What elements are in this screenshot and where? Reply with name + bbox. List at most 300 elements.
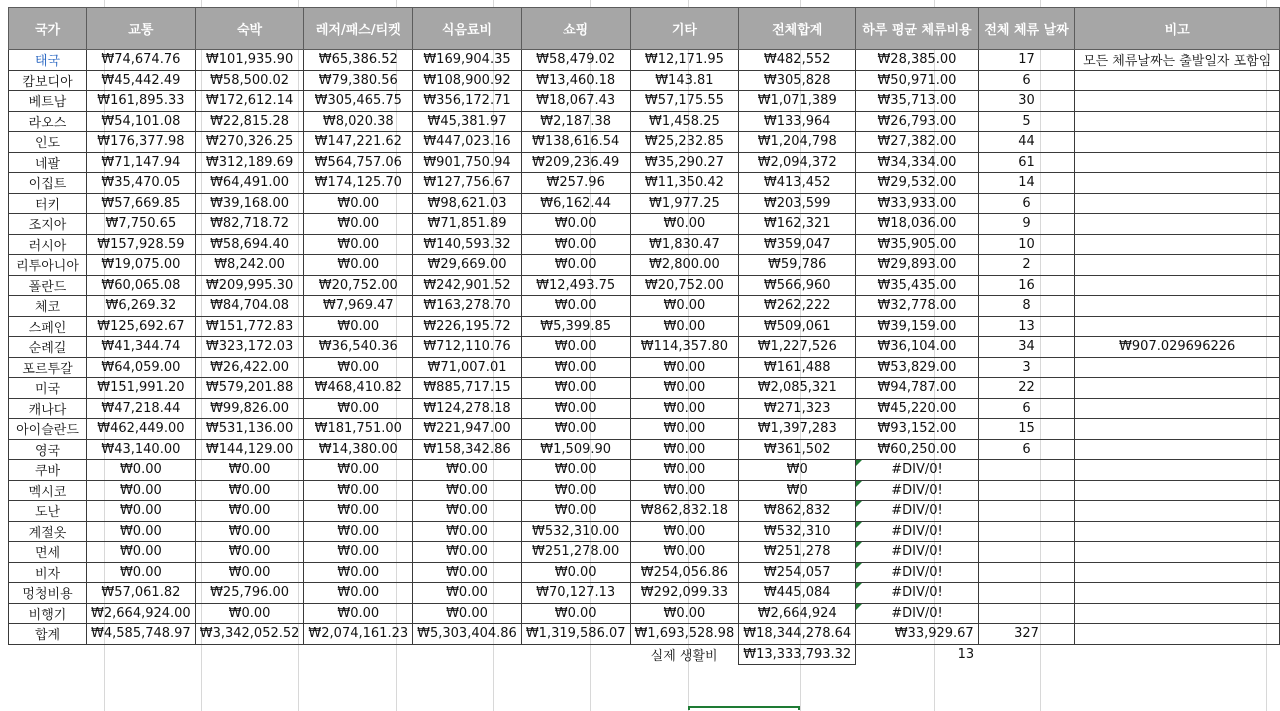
note-cell[interactable]	[1075, 542, 1280, 563]
value-cell-food[interactable]: ₩712,110.76	[413, 337, 522, 358]
value-cell-total[interactable]: ₩0	[739, 480, 856, 501]
value-cell-lodging[interactable]: ₩39,168.00	[195, 193, 304, 214]
value-cell-leisure[interactable]: ₩7,969.47	[304, 296, 413, 317]
value-cell-daily-average[interactable]: #DIV/0!	[856, 562, 979, 583]
value-cell-daily-average[interactable]: ₩29,532.00	[856, 173, 979, 194]
value-cell-leisure[interactable]: ₩0.00	[304, 542, 413, 563]
value-cell-total[interactable]: ₩445,084	[739, 583, 856, 604]
value-cell-transport[interactable]: ₩0.00	[87, 521, 196, 542]
value-cell-shopping[interactable]: ₩0.00	[521, 234, 630, 255]
value-cell-food[interactable]: ₩45,381.97	[413, 111, 522, 132]
empty-cell[interactable]	[521, 644, 630, 665]
note-cell[interactable]: ₩907.029696226	[1075, 337, 1280, 358]
value-cell-leisure[interactable]: ₩0.00	[304, 521, 413, 542]
value-cell-shopping[interactable]: ₩0.00	[521, 480, 630, 501]
note-cell[interactable]	[1075, 296, 1280, 317]
value-cell-daily-average[interactable]: ₩35,905.00	[856, 234, 979, 255]
empty-cell[interactable]	[195, 685, 304, 706]
value-cell-transport[interactable]: ₩7,750.65	[87, 214, 196, 235]
living-cost-label[interactable]: 실제 생활비	[650, 649, 718, 664]
value-cell-leisure[interactable]: ₩0.00	[304, 562, 413, 583]
column-header-shopping[interactable]: 쇼핑	[521, 8, 630, 50]
country-cell[interactable]: 미국	[9, 378, 87, 399]
value-cell-leisure[interactable]: ₩0.00	[304, 214, 413, 235]
value-cell-days[interactable]: 14	[978, 173, 1075, 194]
empty-cell[interactable]	[195, 665, 304, 686]
total-cell-daily-average[interactable]: ₩33,929.67	[856, 624, 979, 645]
note-cell[interactable]	[1075, 562, 1280, 583]
note-cell[interactable]	[1075, 378, 1280, 399]
value-cell-lodging[interactable]: ₩0.00	[195, 542, 304, 563]
value-cell-daily-average[interactable]: #DIV/0!	[856, 480, 979, 501]
value-cell-daily-average[interactable]: #DIV/0!	[856, 521, 979, 542]
value-cell-transport[interactable]: ₩176,377.98	[87, 132, 196, 153]
value-cell-lodging[interactable]: ₩579,201.88	[195, 378, 304, 399]
value-cell-total[interactable]: ₩2,094,372	[739, 152, 856, 173]
note-cell[interactable]	[1075, 624, 1280, 645]
value-cell-transport[interactable]: ₩2,664,924.00	[87, 603, 196, 624]
value-cell-other[interactable]: ₩143.81	[630, 70, 739, 91]
value-cell-other[interactable]: ₩0.00	[630, 316, 739, 337]
value-cell-food[interactable]: ₩226,195.72	[413, 316, 522, 337]
value-cell-leisure[interactable]: ₩36,540.36	[304, 337, 413, 358]
value-cell-leisure[interactable]: ₩0.00	[304, 583, 413, 604]
country-cell[interactable]: 태국	[9, 50, 87, 71]
value-cell-days[interactable]: 13	[978, 316, 1075, 337]
value-cell-transport[interactable]: ₩60,065.08	[87, 275, 196, 296]
column-header-transport[interactable]: 교통	[87, 8, 196, 50]
note-cell[interactable]	[1075, 152, 1280, 173]
country-cell[interactable]: 스페인	[9, 316, 87, 337]
value-cell-other[interactable]: ₩0.00	[630, 521, 739, 542]
value-cell-food[interactable]: ₩158,342.86	[413, 439, 522, 460]
value-cell-total[interactable]: ₩162,321	[739, 214, 856, 235]
country-cell[interactable]: 영국	[9, 439, 87, 460]
total-cell-other[interactable]: ₩1,693,528.98	[630, 624, 739, 645]
country-cell[interactable]: 캄보디아	[9, 70, 87, 91]
value-cell-lodging[interactable]: ₩25,796.00	[195, 583, 304, 604]
value-cell-lodging[interactable]: ₩0.00	[195, 460, 304, 481]
value-cell-days[interactable]: 30	[978, 91, 1075, 112]
country-cell[interactable]: 캐나다	[9, 398, 87, 419]
value-cell-food[interactable]: ₩169,904.35	[413, 50, 522, 71]
value-cell-food[interactable]: ₩901,750.94	[413, 152, 522, 173]
column-header-leisure[interactable]: 레저/패스/티켓	[304, 8, 413, 50]
value-cell-food[interactable]: ₩108,900.92	[413, 70, 522, 91]
column-header-daily-average[interactable]: 하루 평균 체류비용	[856, 8, 979, 50]
empty-cell[interactable]	[195, 644, 304, 665]
value-cell-shopping[interactable]: ₩6,162.44	[521, 193, 630, 214]
value-cell-leisure[interactable]: ₩79,380.56	[304, 70, 413, 91]
value-cell-days[interactable]: 17	[978, 50, 1075, 71]
value-cell-daily-average[interactable]: ₩29,893.00	[856, 255, 979, 276]
value-cell-transport[interactable]: ₩151,991.20	[87, 378, 196, 399]
empty-cell[interactable]	[9, 665, 87, 686]
value-cell-shopping[interactable]: ₩138,616.54	[521, 132, 630, 153]
value-cell-food[interactable]: ₩356,172.71	[413, 91, 522, 112]
value-cell-other[interactable]: ₩1,458.25	[630, 111, 739, 132]
value-cell-food[interactable]: ₩98,621.03	[413, 193, 522, 214]
empty-cell[interactable]	[304, 644, 413, 665]
value-cell-days[interactable]: 6	[978, 193, 1075, 214]
value-cell-other[interactable]: ₩1,977.25	[630, 193, 739, 214]
value-cell-other[interactable]: ₩0.00	[630, 357, 739, 378]
value-cell-transport[interactable]: ₩35,470.05	[87, 173, 196, 194]
value-cell-total[interactable]: ₩359,047	[739, 234, 856, 255]
empty-cell[interactable]	[87, 665, 196, 686]
note-cell[interactable]	[1075, 255, 1280, 276]
value-cell-other[interactable]: ₩862,832.18	[630, 501, 739, 522]
value-cell-leisure[interactable]: ₩14,380.00	[304, 439, 413, 460]
value-cell-food[interactable]: ₩221,947.00	[413, 419, 522, 440]
value-cell-shopping[interactable]: ₩12,493.75	[521, 275, 630, 296]
country-cell[interactable]: 면세	[9, 542, 87, 563]
country-cell[interactable]: 인도	[9, 132, 87, 153]
value-cell-other[interactable]: ₩0.00	[630, 542, 739, 563]
value-cell-total[interactable]: ₩1,071,389	[739, 91, 856, 112]
value-cell-lodging[interactable]: ₩26,422.00	[195, 357, 304, 378]
value-cell-days[interactable]: 6	[978, 398, 1075, 419]
value-cell-days[interactable]: 3	[978, 357, 1075, 378]
value-cell-lodging[interactable]: ₩0.00	[195, 562, 304, 583]
total-cell-days[interactable]: 327	[978, 624, 1075, 645]
value-cell-leisure[interactable]: ₩0.00	[304, 193, 413, 214]
empty-cell[interactable]	[304, 685, 413, 706]
note-cell[interactable]	[1075, 501, 1280, 522]
value-cell-lodging[interactable]: ₩0.00	[195, 501, 304, 522]
note-cell[interactable]	[1075, 603, 1280, 624]
value-cell-days[interactable]	[978, 583, 1075, 604]
value-cell-daily-average[interactable]: ₩93,152.00	[856, 419, 979, 440]
note-cell[interactable]	[1075, 111, 1280, 132]
value-cell-shopping[interactable]: ₩58,479.02	[521, 50, 630, 71]
value-cell-total[interactable]: ₩482,552	[739, 50, 856, 71]
value-cell-lodging[interactable]: ₩8,242.00	[195, 255, 304, 276]
empty-cell[interactable]	[978, 665, 1075, 686]
value-cell-lodging[interactable]: ₩0.00	[195, 603, 304, 624]
value-cell-leisure[interactable]: ₩0.00	[304, 357, 413, 378]
value-cell-transport[interactable]: ₩0.00	[87, 562, 196, 583]
value-cell-shopping[interactable]: ₩70,127.13	[521, 583, 630, 604]
value-cell-days[interactable]	[978, 501, 1075, 522]
country-cell[interactable]: 체코	[9, 296, 87, 317]
value-cell-total[interactable]: ₩509,061	[739, 316, 856, 337]
value-cell-lodging[interactable]: ₩99,826.00	[195, 398, 304, 419]
empty-cell[interactable]	[1075, 685, 1280, 706]
total-cell-food[interactable]: ₩5,303,404.86	[413, 624, 522, 645]
country-cell[interactable]: 계절옷	[9, 521, 87, 542]
value-cell-food[interactable]: ₩124,278.18	[413, 398, 522, 419]
value-cell-total[interactable]: ₩0	[739, 460, 856, 481]
value-cell-other[interactable]: ₩57,175.55	[630, 91, 739, 112]
country-cell[interactable]: 비자	[9, 562, 87, 583]
value-cell-leisure[interactable]: ₩468,410.82	[304, 378, 413, 399]
value-cell-transport[interactable]: ₩41,344.74	[87, 337, 196, 358]
value-cell-shopping[interactable]: ₩532,310.00	[521, 521, 630, 542]
value-cell-transport[interactable]: ₩43,140.00	[87, 439, 196, 460]
value-cell-total[interactable]: ₩532,310	[739, 521, 856, 542]
value-cell-total[interactable]: ₩305,828	[739, 70, 856, 91]
value-cell-shopping[interactable]: ₩5,399.85	[521, 316, 630, 337]
value-cell-leisure[interactable]: ₩0.00	[304, 501, 413, 522]
note-cell[interactable]	[1075, 70, 1280, 91]
value-cell-leisure[interactable]: ₩174,125.70	[304, 173, 413, 194]
value-cell-daily-average[interactable]: ₩35,435.00	[856, 275, 979, 296]
value-cell-lodging[interactable]: ₩312,189.69	[195, 152, 304, 173]
value-cell-leisure[interactable]: ₩305,465.75	[304, 91, 413, 112]
value-cell-daily-average[interactable]: ₩45,220.00	[856, 398, 979, 419]
value-cell-other[interactable]: ₩0.00	[630, 419, 739, 440]
country-cell[interactable]: 비행기	[9, 603, 87, 624]
value-cell-days[interactable]: 22	[978, 378, 1075, 399]
note-cell[interactable]	[1075, 357, 1280, 378]
value-cell-total[interactable]: ₩566,960	[739, 275, 856, 296]
value-cell-transport[interactable]: ₩0.00	[87, 501, 196, 522]
empty-cell[interactable]	[978, 685, 1075, 706]
value-cell-days[interactable]: 34	[978, 337, 1075, 358]
value-cell-food[interactable]: ₩885,717.15	[413, 378, 522, 399]
value-cell-total[interactable]: ₩254,057	[739, 562, 856, 583]
value-cell-food[interactable]: ₩242,901.52	[413, 275, 522, 296]
value-cell-days[interactable]	[978, 460, 1075, 481]
empty-cell[interactable]	[739, 685, 856, 706]
column-header-note[interactable]: 비고	[1075, 8, 1280, 50]
value-cell-total[interactable]: ₩2,664,924	[739, 603, 856, 624]
empty-cell[interactable]	[87, 644, 196, 665]
value-cell-daily-average[interactable]: ₩94,787.00	[856, 378, 979, 399]
value-cell-daily-average[interactable]: #DIV/0!	[856, 460, 979, 481]
value-cell-lodging[interactable]: ₩82,718.72	[195, 214, 304, 235]
value-cell-days[interactable]: 8	[978, 296, 1075, 317]
empty-cell[interactable]	[739, 665, 856, 686]
value-cell-total[interactable]: ₩361,502	[739, 439, 856, 460]
country-cell[interactable]: 베트남	[9, 91, 87, 112]
empty-cell[interactable]	[856, 665, 979, 686]
value-cell-other[interactable]: ₩1,830.47	[630, 234, 739, 255]
value-cell-food[interactable]: ₩0.00	[413, 603, 522, 624]
value-cell-daily-average[interactable]: ₩50,971.00	[856, 70, 979, 91]
country-cell[interactable]: 포르투갈	[9, 357, 87, 378]
note-cell[interactable]	[1075, 316, 1280, 337]
value-cell-transport[interactable]: ₩74,674.76	[87, 50, 196, 71]
value-cell-total[interactable]: ₩203,599	[739, 193, 856, 214]
country-cell[interactable]: 터키	[9, 193, 87, 214]
value-cell-daily-average[interactable]: ₩33,933.00	[856, 193, 979, 214]
country-cell[interactable]: 조지아	[9, 214, 87, 235]
value-cell-transport[interactable]: ₩54,101.08	[87, 111, 196, 132]
value-cell-lodging[interactable]: ₩209,995.30	[195, 275, 304, 296]
value-cell-days[interactable]: 6	[978, 439, 1075, 460]
totals-label[interactable]: 합계	[9, 624, 87, 645]
value-cell-shopping[interactable]: ₩0.00	[521, 296, 630, 317]
value-cell-daily-average[interactable]: ₩34,334.00	[856, 152, 979, 173]
value-cell-days[interactable]	[978, 480, 1075, 501]
empty-cell[interactable]	[856, 685, 979, 706]
value-cell-food[interactable]: ₩127,756.67	[413, 173, 522, 194]
value-cell-lodging[interactable]: ₩323,172.03	[195, 337, 304, 358]
value-cell-total[interactable]: ₩271,323	[739, 398, 856, 419]
note-cell[interactable]: 모든 체류날짜는 출발일자 포함임	[1075, 50, 1280, 71]
value-cell-lodging[interactable]: ₩0.00	[195, 480, 304, 501]
empty-cell[interactable]	[978, 644, 1075, 665]
value-cell-shopping[interactable]: ₩0.00	[521, 562, 630, 583]
country-cell[interactable]: 리투아니아	[9, 255, 87, 276]
value-cell-days[interactable]: 5	[978, 111, 1075, 132]
value-cell-shopping[interactable]: ₩0.00	[521, 398, 630, 419]
value-cell-days[interactable]: 15	[978, 419, 1075, 440]
total-cell-total[interactable]: ₩18,344,278.64	[739, 624, 856, 645]
empty-cell[interactable]	[413, 665, 522, 686]
value-cell-other[interactable]: ₩25,232.85	[630, 132, 739, 153]
column-header-food[interactable]: 식음료비	[413, 8, 522, 50]
value-cell-lodging[interactable]: ₩151,772.83	[195, 316, 304, 337]
note-cell[interactable]	[1075, 91, 1280, 112]
value-cell-shopping[interactable]: ₩209,236.49	[521, 152, 630, 173]
value-cell-transport[interactable]: ₩462,449.00	[87, 419, 196, 440]
value-cell-total[interactable]: ₩59,786	[739, 255, 856, 276]
value-cell-transport[interactable]: ₩0.00	[87, 480, 196, 501]
empty-cell[interactable]	[9, 644, 87, 665]
value-cell-leisure[interactable]: ₩181,751.00	[304, 419, 413, 440]
note-cell[interactable]	[1075, 275, 1280, 296]
value-cell-lodging[interactable]: ₩58,500.02	[195, 70, 304, 91]
empty-cell[interactable]	[521, 665, 630, 686]
value-cell-transport[interactable]: ₩157,928.59	[87, 234, 196, 255]
value-cell-days[interactable]	[978, 562, 1075, 583]
note-cell[interactable]	[1075, 398, 1280, 419]
value-cell-transport[interactable]: ₩19,075.00	[87, 255, 196, 276]
value-cell-daily-average[interactable]: ₩36,104.00	[856, 337, 979, 358]
value-cell-other[interactable]: ₩114,357.80	[630, 337, 739, 358]
value-cell-shopping[interactable]: ₩0.00	[521, 419, 630, 440]
value-cell-days[interactable]: 2	[978, 255, 1075, 276]
value-cell-shopping[interactable]: ₩0.00	[521, 255, 630, 276]
value-cell-shopping[interactable]: ₩13,460.18	[521, 70, 630, 91]
value-cell-daily-average[interactable]: #DIV/0!	[856, 603, 979, 624]
value-cell-food[interactable]: ₩0.00	[413, 562, 522, 583]
value-cell-shopping[interactable]: ₩0.00	[521, 501, 630, 522]
value-cell-other[interactable]: ₩0.00	[630, 214, 739, 235]
value-cell-transport[interactable]: ₩0.00	[87, 542, 196, 563]
value-cell-leisure[interactable]: ₩8,020.38	[304, 111, 413, 132]
value-cell-total[interactable]: ₩1,227,526	[739, 337, 856, 358]
value-cell-daily-average[interactable]: ₩18,036.00	[856, 214, 979, 235]
value-cell-days[interactable]: 9	[978, 214, 1075, 235]
value-cell-days[interactable]: 10	[978, 234, 1075, 255]
note-cell[interactable]	[1075, 173, 1280, 194]
value-cell-shopping[interactable]: ₩2,187.38	[521, 111, 630, 132]
empty-cell[interactable]	[413, 685, 522, 706]
value-cell-daily-average[interactable]: #DIV/0!	[856, 542, 979, 563]
value-cell-total[interactable]: ₩1,397,283	[739, 419, 856, 440]
column-header-other[interactable]: 기타	[630, 8, 739, 50]
value-cell-leisure[interactable]: ₩0.00	[304, 603, 413, 624]
value-cell-other[interactable]: ₩0.00	[630, 296, 739, 317]
value-cell-lodging[interactable]: ₩101,935.90	[195, 50, 304, 71]
value-cell-other[interactable]: ₩254,056.86	[630, 562, 739, 583]
value-cell-leisure[interactable]: ₩65,386.52	[304, 50, 413, 71]
value-cell-transport[interactable]: ₩6,269.32	[87, 296, 196, 317]
note-cell[interactable]	[1075, 521, 1280, 542]
empty-cell[interactable]	[630, 665, 739, 686]
value-cell-total[interactable]: ₩2,085,321	[739, 378, 856, 399]
value-cell-days[interactable]	[978, 542, 1075, 563]
value-cell-shopping[interactable]: ₩1,509.90	[521, 439, 630, 460]
value-cell-food[interactable]: ₩0.00	[413, 542, 522, 563]
note-cell[interactable]	[1075, 439, 1280, 460]
value-cell-transport[interactable]: ₩64,059.00	[87, 357, 196, 378]
value-cell-food[interactable]: ₩0.00	[413, 460, 522, 481]
value-cell-transport[interactable]: ₩0.00	[87, 460, 196, 481]
value-cell-daily-average[interactable]: ₩60,250.00	[856, 439, 979, 460]
value-cell-food[interactable]: ₩29,669.00	[413, 255, 522, 276]
value-cell-shopping[interactable]: ₩0.00	[521, 460, 630, 481]
value-cell-transport[interactable]: ₩45,442.49	[87, 70, 196, 91]
empty-cell[interactable]	[1075, 665, 1280, 686]
value-cell-other[interactable]: ₩11,350.42	[630, 173, 739, 194]
selected-cell[interactable]	[688, 706, 800, 710]
value-cell-days[interactable]	[978, 603, 1075, 624]
value-cell-transport[interactable]: ₩161,895.33	[87, 91, 196, 112]
value-cell-other[interactable]: ₩2,800.00	[630, 255, 739, 276]
value-cell-food[interactable]: ₩163,278.70	[413, 296, 522, 317]
value-cell-daily-average[interactable]: ₩39,159.00	[856, 316, 979, 337]
value-cell-other[interactable]: ₩35,290.27	[630, 152, 739, 173]
total-cell-lodging[interactable]: ₩3,342,052.52	[195, 624, 304, 645]
value-cell-leisure[interactable]: ₩0.00	[304, 480, 413, 501]
note-cell[interactable]	[1075, 214, 1280, 235]
empty-cell[interactable]	[9, 685, 87, 706]
value-cell-other[interactable]: ₩20,752.00	[630, 275, 739, 296]
note-cell[interactable]	[1075, 234, 1280, 255]
note-cell[interactable]	[1075, 132, 1280, 153]
value-cell-days[interactable]: 16	[978, 275, 1075, 296]
value-cell-food[interactable]: ₩0.00	[413, 480, 522, 501]
column-header-days[interactable]: 전체 체류 날짜	[978, 8, 1075, 50]
value-cell-other[interactable]: ₩292,099.33	[630, 583, 739, 604]
value-cell-lodging[interactable]: ₩144,129.00	[195, 439, 304, 460]
value-cell-transport[interactable]: ₩125,692.67	[87, 316, 196, 337]
value-cell-lodging[interactable]: ₩58,694.40	[195, 234, 304, 255]
column-header-lodging[interactable]: 숙박	[195, 8, 304, 50]
value-cell-days[interactable]: 6	[978, 70, 1075, 91]
value-cell-shopping[interactable]: ₩251,278.00	[521, 542, 630, 563]
value-cell-transport[interactable]: ₩47,218.44	[87, 398, 196, 419]
value-cell-lodging[interactable]: ₩172,612.14	[195, 91, 304, 112]
value-cell-transport[interactable]: ₩57,669.85	[87, 193, 196, 214]
value-cell-total[interactable]: ₩251,278	[739, 542, 856, 563]
value-cell-other[interactable]: ₩0.00	[630, 439, 739, 460]
note-cell[interactable]	[1075, 480, 1280, 501]
country-cell[interactable]: 라오스	[9, 111, 87, 132]
country-cell[interactable]: 멕시코	[9, 480, 87, 501]
country-cell[interactable]: 도난	[9, 501, 87, 522]
value-cell-days[interactable]: 44	[978, 132, 1075, 153]
value-cell-total[interactable]: ₩862,832	[739, 501, 856, 522]
country-cell[interactable]: 쿠바	[9, 460, 87, 481]
value-cell-shopping[interactable]: ₩0.00	[521, 337, 630, 358]
empty-cell[interactable]	[521, 685, 630, 706]
value-cell-food[interactable]: ₩71,007.01	[413, 357, 522, 378]
value-cell-daily-average[interactable]: ₩26,793.00	[856, 111, 979, 132]
value-cell-food[interactable]: ₩0.00	[413, 501, 522, 522]
value-cell-daily-average[interactable]: ₩27,382.00	[856, 132, 979, 153]
country-cell[interactable]: 아이슬란드	[9, 419, 87, 440]
empty-cell[interactable]	[1075, 644, 1280, 665]
value-cell-daily-average[interactable]: #DIV/0!	[856, 583, 979, 604]
value-cell-total[interactable]: ₩413,452	[739, 173, 856, 194]
note-cell[interactable]	[1075, 419, 1280, 440]
